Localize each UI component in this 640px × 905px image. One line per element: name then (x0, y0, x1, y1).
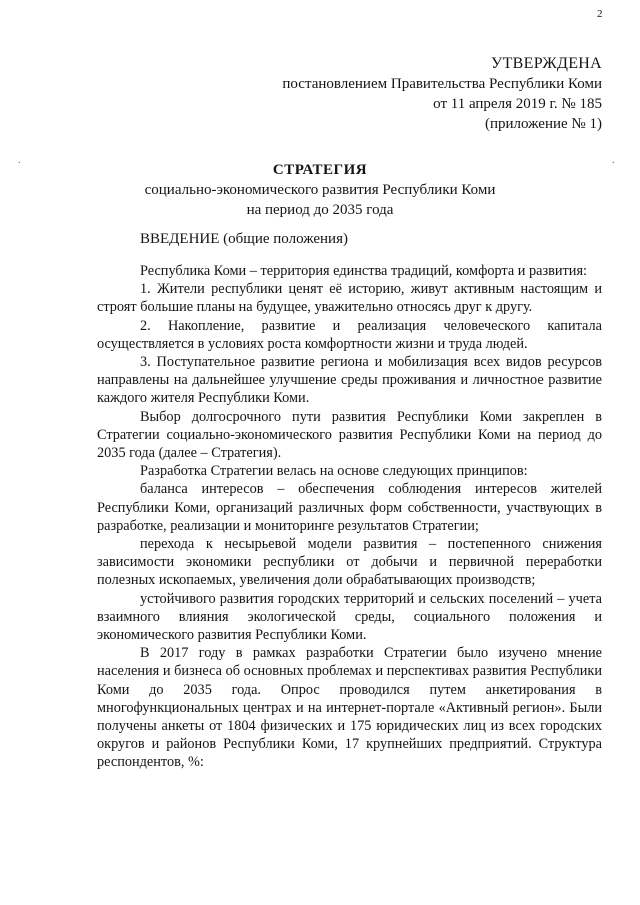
approval-line-2: от 11 апреля 2019 г. № 185 (433, 96, 602, 112)
approval-line-3: (приложение № 1) (484, 116, 602, 132)
paragraph: баланса интересов – обеспечения соблюдения интересов жителей Республики Коми, организаций различных форм собственности, участвующих в разработке, реализации и мониторинге результатов Стратегии; (97, 481, 602, 534)
section-heading: ВВЕДЕНИЕ (общие положения) (140, 231, 348, 247)
document-subtitle-2: на период до 2035 года (246, 202, 394, 218)
paragraph: 2. Накопление, развитие и реализация человеческого капитала осуществляется в условиях роста комфортности жизни и труда людей. (97, 317, 602, 352)
page-number: 2 (597, 8, 603, 20)
paragraph: 3. Поступательное развитие региона и мобилизация всех видов ресурсов направлены на дальнейшее улучшение среды проживания и личностное развитие каждого жителя Республики Коми. (97, 354, 602, 407)
document-title: СТРАТЕГИЯ (272, 162, 368, 178)
document-subtitle-1: социально-экономического развития Республики Коми (144, 182, 496, 198)
paragraph: Разработка Стратегии велась на основе следующих принципов: (140, 463, 528, 480)
paragraph: В 2017 году в рамках разработки Стратегии было изучено мнение населения и бизнеса об основных проблемах и перспективах развития Республики Коми до 2035 года. Опрос проводился путем анкетирования в многофункциональных центрах и на интернет-портале «Активный регион». Были получены анкеты от 1804 физических и 175 юридических лиц из всех городских округов и районов Республики Коми, 17 крупнейших предприятий. Структура респондентов, %: (97, 645, 602, 771)
approval-block (182, 54, 602, 134)
scan-artifact: . (18, 155, 21, 166)
approval-heading: УТВЕРЖДЕНА (490, 55, 602, 72)
paragraph: устойчивого развития городских территорий и сельских поселений – учета взаимного влияния экологической среды, социального положения и экономического развития Республики Коми. (97, 590, 602, 644)
paragraph: 1. Жители республики ценят её историю, живут активным настоящим и строят большие планы на будущее, уважительно относясь друг к другу. (97, 281, 602, 316)
body-text (97, 262, 602, 772)
document-title-block (0, 160, 640, 220)
approval-line-1: постановлением Правительства Республики Коми (282, 76, 602, 92)
scan-artifact: . (612, 155, 615, 166)
paragraph: Выбор долгосрочного пути развития Республики Коми закреплен в Стратегии социально-экономического развития Республики Коми на период до 2035 года (далее – Стратегия). (97, 408, 602, 462)
paragraph: Республика Коми – территория единства традиций, комфорта и развития: (140, 263, 587, 279)
paragraph: перехода к несырьевой модели развития – постепенного снижения зависимости экономики республики от добычи и первичной переработки полезных ископаемых, увеличения доли обрабатывающих производств; (97, 536, 602, 589)
